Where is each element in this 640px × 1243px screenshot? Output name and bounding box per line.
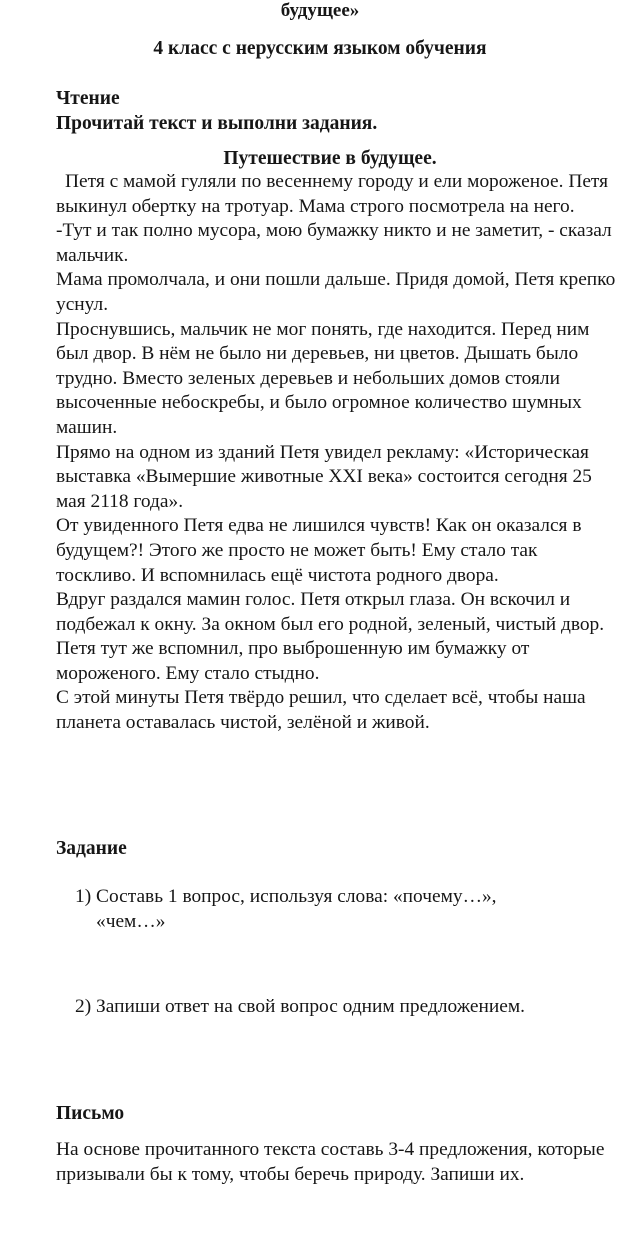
- task-text: Составь 1 вопрос, используя слова: «почему…»,: [96, 886, 497, 907]
- assignment-heading: Задание: [56, 838, 127, 859]
- task-item: [75, 885, 595, 934]
- task-text-continuation: «чем…»: [96, 910, 166, 932]
- story-text: [56, 170, 616, 736]
- story-paragraph: Мама промолчала, и они пошли дальше. Придя домой, Петя крепко уснул.: [56, 269, 616, 315]
- grade-line: 4 класс с нерусским языком обучения: [153, 38, 487, 59]
- story-paragraph: Прямо на одном из зданий Петя увидел рекламу: «Историческая выставка «Вымершие животные XXI века» состоится сегодня 25 мая 2118 года».: [56, 441, 592, 512]
- reading-heading: Чтение: [56, 88, 120, 109]
- task-number: 1): [75, 886, 92, 907]
- story-paragraph: Петя с мамой гуляли по весеннему городу и ели мороженое. Петя выкинул обертку на тротуар. Мама строго посмотрела на него.: [56, 171, 609, 217]
- story-title: Путешествие в будущее.: [223, 148, 437, 169]
- story-paragraph: Петя тут же вспомнил, про выброшенную им бумажку от мороженого. Ему стало стыдно.: [56, 638, 530, 684]
- reading-instruction: Прочитай текст и выполни задания.: [56, 113, 378, 134]
- writing-instruction: На основе прочитанного текста составь 3-4 предложения, которые призывали бы к тому, чтобы беречь природу. Запиши их.: [56, 1139, 605, 1185]
- story-paragraph: От увиденного Петя едва не лишился чувств! Как он оказался в будущем?! Этого же просто не может быть! Ему стало так тоскливо. И вспомнилась ещё чистота родного двора.: [56, 515, 582, 586]
- story-paragraph: Вдруг раздался мамин голос. Петя открыл глаза. Он вскочил и подбежал к окну. За окном был его родной, зеленый, чистый двор.: [56, 589, 605, 635]
- writing-heading: Письмо: [56, 1103, 125, 1124]
- story-paragraph: С этой минуты Петя твёрдо решил, что сделает всё, чтобы наша планета оставалась чистой, зелёной и живой.: [56, 687, 586, 734]
- document-title-tail: будущее»: [280, 0, 360, 21]
- story-paragraph: Проснувшись, мальчик не мог понять, где находится. Перед ним был двор. В нём не было ни деревьев, ни цветов. Дышать было трудно. Вместо зеленых деревьев и небольших домов стояли высоченные небоскребы, и было огромное количество шумных машин.: [56, 318, 590, 438]
- task-number: 2): [75, 996, 92, 1017]
- task-item: [75, 995, 595, 1020]
- story-paragraph: -Тут и так полно мусора, мою бумажку никто и не заметит, - сказал мальчик.: [56, 220, 612, 266]
- task-text: Запиши ответ на свой вопрос одним предложением.: [96, 996, 525, 1017]
